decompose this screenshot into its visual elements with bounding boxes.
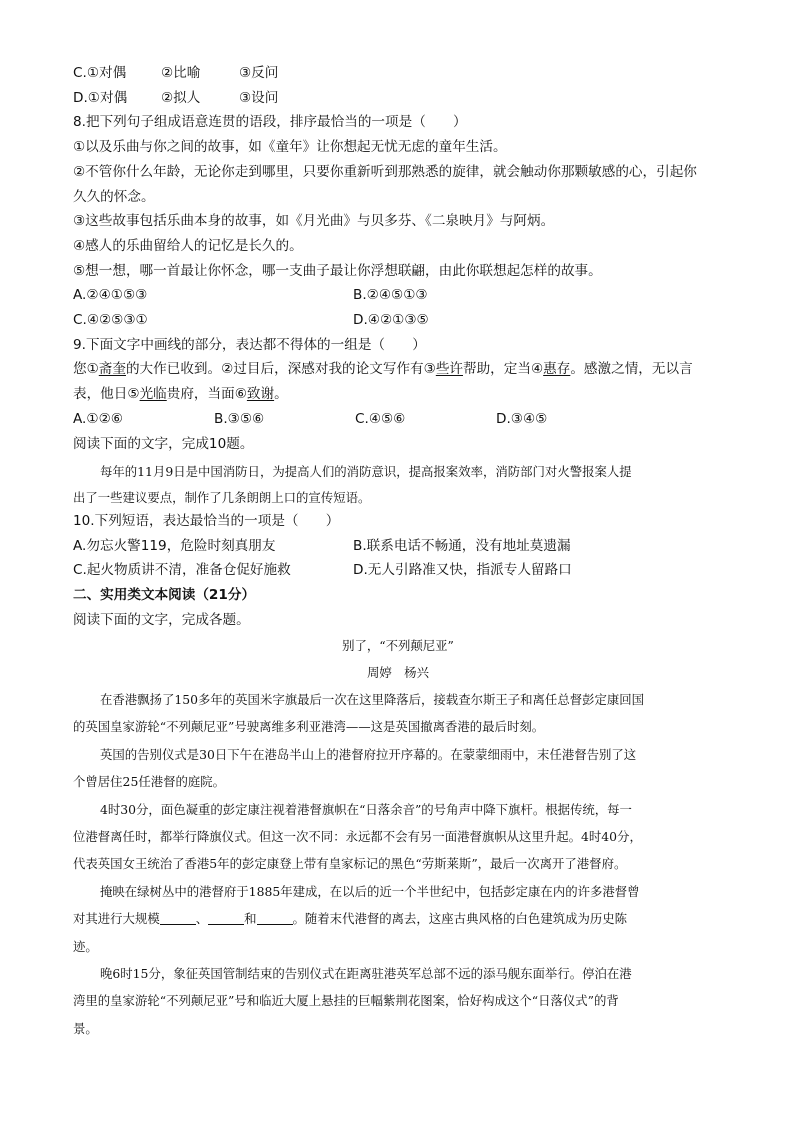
question-block-q10 bbox=[73, 509, 723, 633]
q8-sentence-5: ⑤想一想，哪一首最让你怀念，哪一支曲子最让你浮想联翩，由此你联想起怎样的故事。 bbox=[73, 262, 602, 279]
q10-option-d: D.无人引路准又快，指派专人留路口 bbox=[353, 562, 572, 579]
article-p2-line-1: 英国的告别仪式是30日下午在港岛半山上的港督府拉开序幕的。在蒙蒙细雨中，末任港督告别了这 bbox=[100, 746, 637, 762]
q9-underlined-4: 惠存 bbox=[543, 361, 571, 378]
q8-option-a: A.②④①⑤③ bbox=[73, 287, 148, 304]
q7-c-3: ③反问 bbox=[239, 65, 279, 81]
q9-options bbox=[73, 407, 723, 432]
read10-passage-line-2: 出了一些建议要点，制作了几条朗朗上口的宣传短语。 bbox=[73, 490, 371, 505]
q9-text-3: 帮助，定当④ bbox=[463, 361, 544, 378]
q9-option-a: A.①②⑥ bbox=[73, 410, 123, 427]
q10-options-row-2 bbox=[73, 558, 723, 583]
article-p4-text-1: 对其进行大规模 bbox=[73, 911, 160, 927]
article-p4-line-2 bbox=[73, 905, 723, 932]
q9-underlined-5: 光临 bbox=[139, 386, 167, 403]
q8-option-b: B.②④⑤①③ bbox=[353, 287, 428, 304]
article-title: 别了，“不列颠尼亚” bbox=[342, 638, 454, 653]
article-p5-line-1: 晚6时15分，象征英国管制结束的告别仪式在距离驻港英军总部不远的添马舰东面举行。停泊在港 bbox=[100, 966, 632, 982]
article bbox=[73, 632, 723, 1042]
fill-blank-2[interactable] bbox=[208, 910, 244, 925]
q8-sentence-2a: ②不管你什么年龄，无论你走到哪里，只要你重新听到那熟悉的旋律，就会触动你那颗敏感的心，引起你 bbox=[73, 163, 697, 180]
q10-option-c: C.起火物质讲不清，准备仓促好施救 bbox=[73, 562, 291, 579]
q8-option-d: D.④②①③⑤ bbox=[353, 312, 429, 329]
article-p3-line-2: 位港督离任时，都举行降旗仪式。但这一次不同：永远都不会有另一面港督旗帜从这里升起。4时40分， bbox=[73, 829, 642, 845]
q7-c-2: ②比喻 bbox=[161, 65, 201, 81]
read10-intro: 阅读下面的文字，完成10题。 bbox=[73, 435, 254, 452]
article-p1-line-2: 的英国皇家游轮“不列颠尼亚”号驶离维多利亚港湾——这是英国撤离香港的最后时刻。 bbox=[73, 719, 545, 735]
q7-d-2: ②拟人 bbox=[161, 89, 201, 106]
article-p3-line-1: 4时30分，面色凝重的彭定康注视着港督旗帜在“日落余音”的号角声中降下旗杆。根据传统，每一 bbox=[100, 801, 632, 817]
q9-option-d: D.③④⑤ bbox=[496, 410, 548, 427]
q7-option-c bbox=[73, 61, 723, 86]
q9-passage-line-2 bbox=[73, 382, 723, 407]
q8-options-row-1 bbox=[73, 283, 723, 308]
q9-text-1: 您① bbox=[73, 361, 99, 378]
article-p4-text-2: 、 bbox=[195, 911, 209, 927]
q7-d-3: ③设问 bbox=[239, 89, 279, 106]
q8-sentence-3: ③这些故事包括乐曲本身的故事，如《月光曲》与贝多芬、《二泉映月》与阿炳。 bbox=[73, 213, 555, 230]
article-p2-line-2: 个曾居住25任港督的庭院。 bbox=[73, 774, 226, 790]
q10-options-row-1 bbox=[73, 534, 723, 559]
q9-stem: 9.下面文字中画线的部分，表达都不得体的一组是（ ） bbox=[73, 336, 426, 353]
article-authors: 周婷 杨兴 bbox=[367, 665, 429, 680]
article-p4-text-4: 。随着末代港督的离去，这座古典风格的白色建筑成为历史陈 bbox=[292, 911, 628, 927]
q10-option-a: A.勿忘火警119，危险时刻真朋友 bbox=[73, 537, 276, 554]
article-p4-line-1: 掩映在绿树丛中的港督府于1885年建成，在以后的近一个半世纪中，包括彭定康在内的许多港督曾 bbox=[100, 883, 640, 899]
read10-passage-line-1: 每年的11月9日是中国消防日，为提高人们的消防意识，提高报案效率，消防部门对火警报案人提 bbox=[100, 464, 632, 479]
q7-c-1: C.①对偶 bbox=[73, 65, 127, 81]
article-p3-line-3: 代表英国女王统治了香港5年的彭定康登上带有皇家标记的黑色“劳斯莱斯”，最后一次离开了港督府。 bbox=[73, 856, 627, 872]
section-2-heading: 二、实用类文本阅读（21分） bbox=[73, 587, 256, 604]
q9-text-6: 贵府，当面⑥ bbox=[166, 386, 247, 403]
q9-text-7: 。 bbox=[274, 386, 288, 403]
q9-text-5: 表，他日⑤ bbox=[73, 386, 140, 403]
section-2-intro: 阅读下面的文字，完成各题。 bbox=[73, 611, 250, 628]
article-p4-line-3: 迹。 bbox=[73, 938, 98, 954]
q9-underlined-1: 斋奎 bbox=[98, 361, 126, 378]
q9-underlined-6: 致谢 bbox=[246, 386, 275, 403]
q8-sentence-1: ①以及乐曲与你之间的故事，如《童年》让你想起无忧无虑的童年生活。 bbox=[73, 139, 507, 156]
q9-option-b: B.③⑤⑥ bbox=[214, 410, 265, 427]
q8-options-row-2 bbox=[73, 308, 723, 333]
read10-passage bbox=[73, 459, 723, 511]
q8-sentence-4: ④感人的乐曲留给人的记忆是长久的。 bbox=[73, 237, 303, 254]
fill-blank-1[interactable] bbox=[160, 910, 196, 925]
question-block-upper bbox=[73, 61, 723, 456]
q7-option-d bbox=[73, 86, 723, 111]
q10-option-b: B.联系电话不畅通，没有地址莫遗漏 bbox=[353, 537, 571, 554]
q9-text-2: 的大作已收到。②过目后，深感对我的论文写作有③ bbox=[125, 361, 436, 378]
q8-option-c: C.④②⑤③① bbox=[73, 312, 148, 329]
q10-stem: 10.下列短语，表达最恰当的一项是（ ） bbox=[73, 513, 340, 529]
fill-blank-3[interactable] bbox=[257, 910, 293, 925]
article-p1-line-1: 在香港飘扬了150多年的英国米字旗最后一次在这里降落后，接载查尔斯王子和离任总督彭定康回国 bbox=[100, 692, 645, 707]
q8-stem: 8.把下列句子组成语意连贯的语段，排序最恰当的一项是（ ） bbox=[73, 114, 467, 131]
q9-text-4: 。感激之情，无以言 bbox=[570, 361, 693, 378]
q9-passage-line-1 bbox=[73, 357, 723, 382]
q8-sentence-2b: 久久的怀念。 bbox=[73, 188, 155, 205]
q7-d-1: D.①对偶 bbox=[73, 89, 128, 106]
q9-underlined-3: 些许 bbox=[435, 361, 463, 378]
article-p4-text-3: 和 bbox=[244, 911, 257, 927]
article-p5-line-3: 景。 bbox=[73, 1020, 98, 1036]
q9-option-c: C.④⑤⑥ bbox=[355, 410, 406, 427]
article-p5-line-2: 湾里的皇家游轮“不列颠尼亚”号和临近大厦上悬挂的巨幅紫荆花图案，恰好构成这个“日落仪式”的背 bbox=[73, 993, 619, 1009]
